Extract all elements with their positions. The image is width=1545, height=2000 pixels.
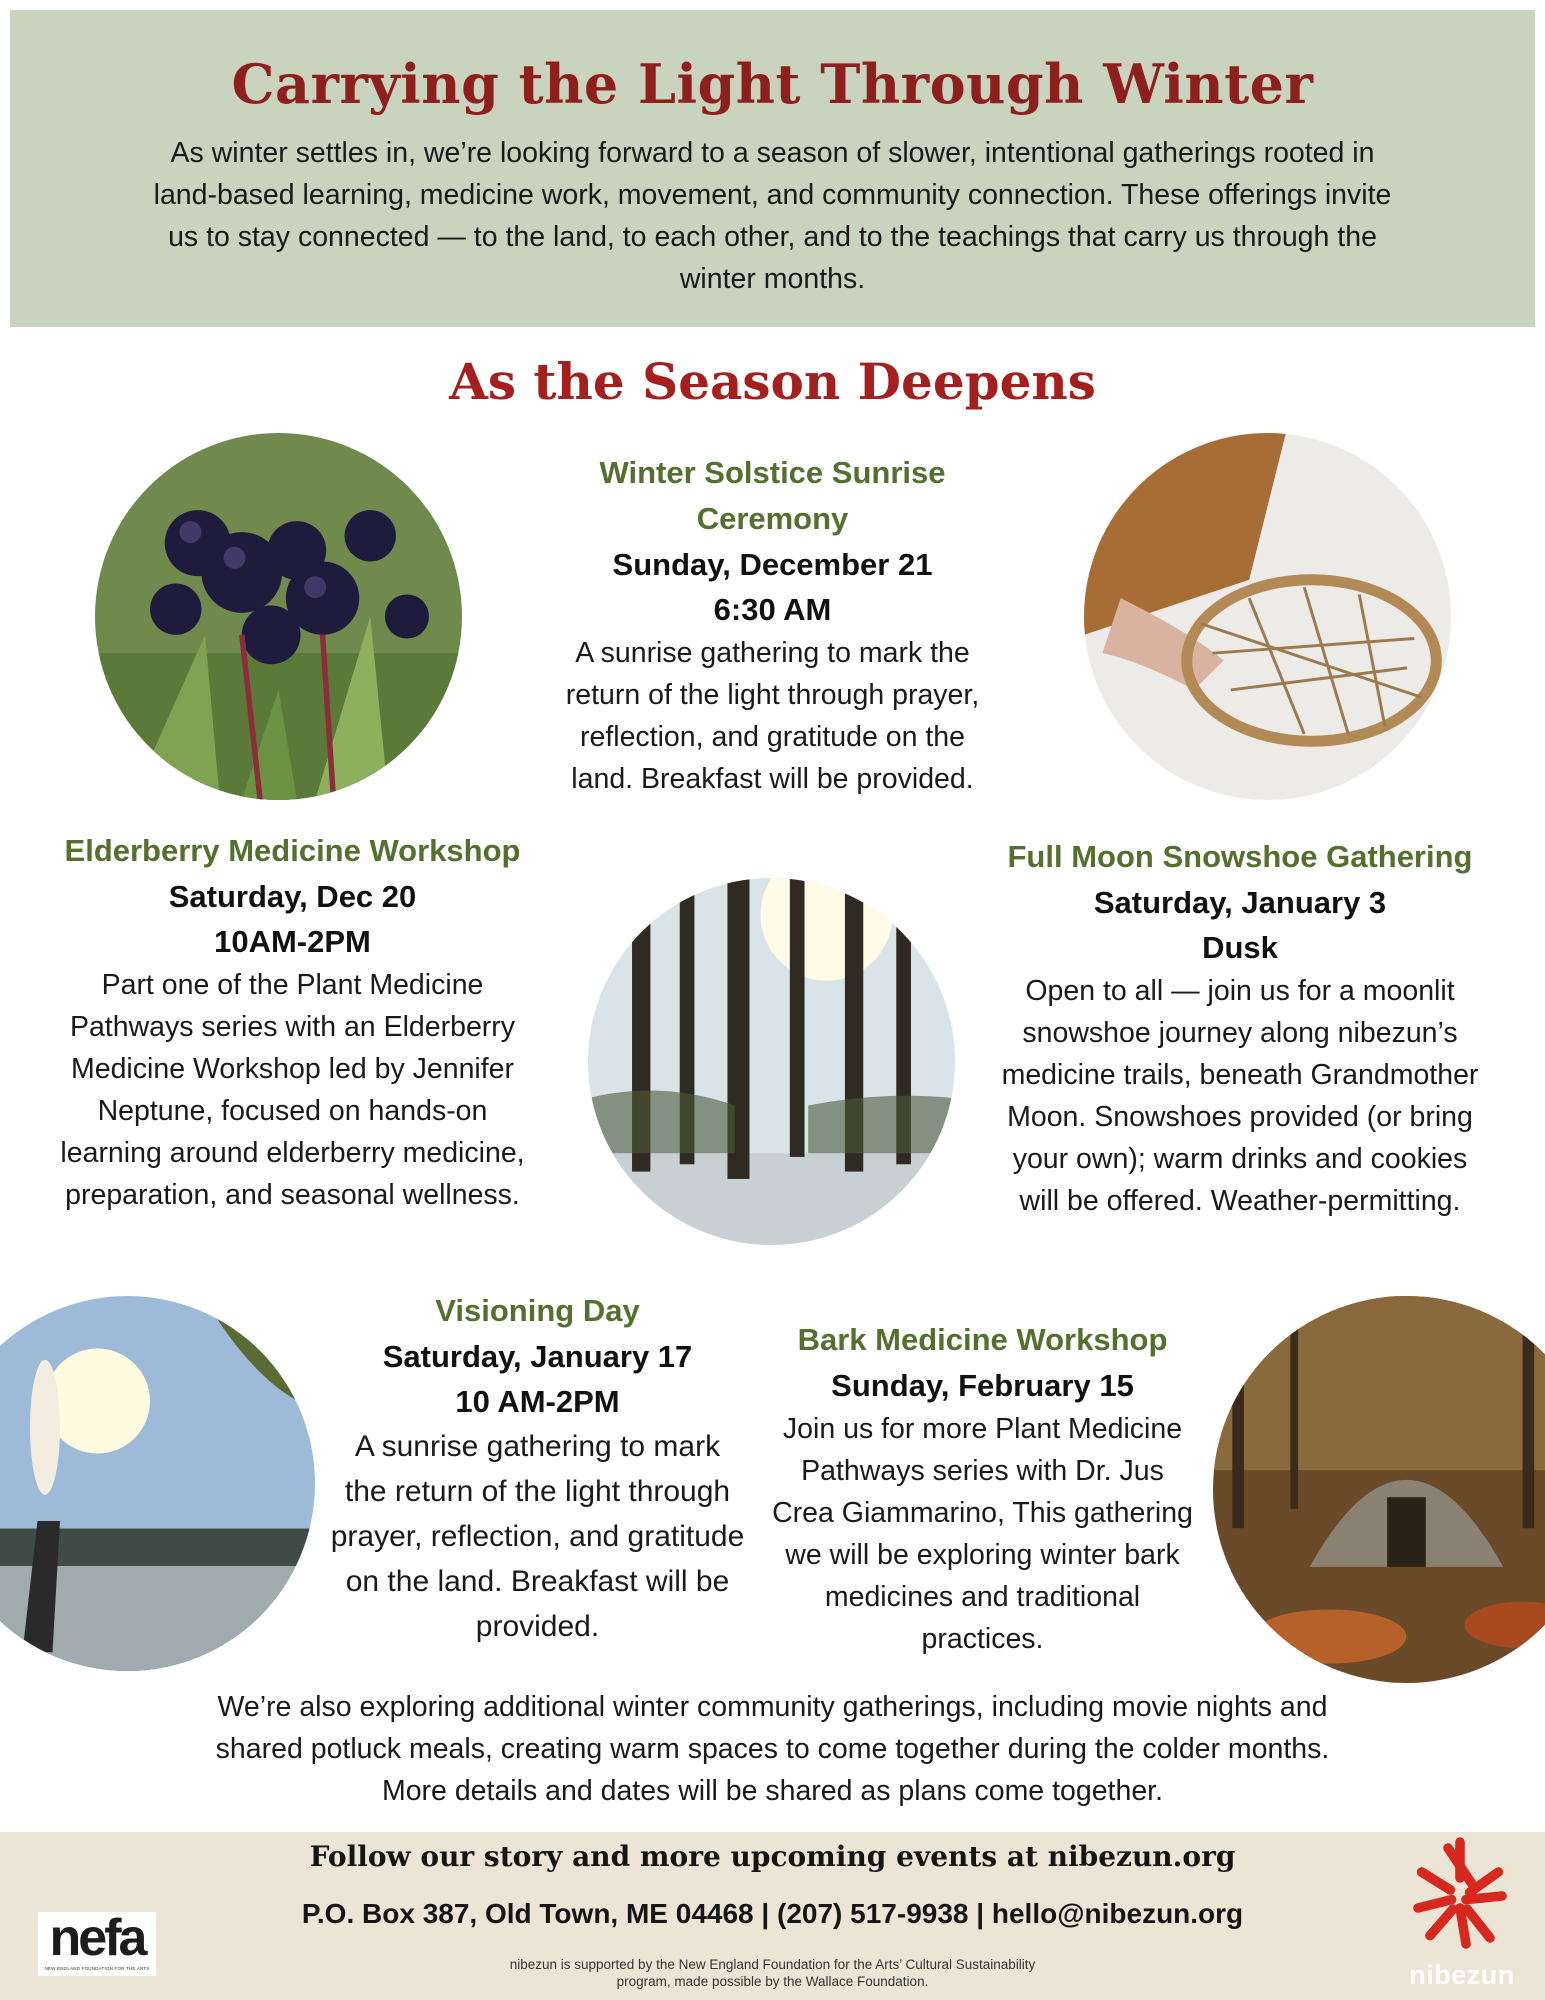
snowshoe-photo — [1084, 433, 1451, 800]
nefa-logo-tagline: NEW ENGLAND FOUNDATION FOR THE ARTS — [44, 1966, 150, 1971]
event-date: Sunday, February 15 — [831, 1368, 1134, 1403]
event-title: Visioning Day — [435, 1293, 640, 1328]
event-description: A sunrise gathering to mark the return of the light through prayer, reflection, and gratitude on the land. Breakfast will be provided. — [330, 1430, 745, 1643]
closing-paragraph: We’re also exploring additional winter community gatherings, including movie nights and shared potluck meals, creating warm spaces to come together during the colder months. More details and dates will be shared as plans come together. — [215, 1691, 1330, 1807]
page-title: Carrying the Light Through Winter — [231, 52, 1314, 116]
event-time: 10AM-2PM — [214, 924, 371, 959]
event-date: Saturday, Dec 20 — [168, 879, 417, 914]
event-description: Open to all — join us for a moonlit snowshoe journey along nibezun’s medicine trails, beneath Grandmother Moon. Snowshoes provided (or bring your own); warm drinks and cookies will be offered. Weather-permitting. — [1001, 975, 1479, 1217]
event-title: Elderberry Medicine Workshop — [64, 833, 521, 868]
event-time: 6:30 AM — [713, 592, 832, 627]
support-line: nibezun is supported by the New England Foundation for the Arts’ Cultural Sustainability — [509, 1957, 1036, 1972]
nefa-logo-text: nefa — [49, 1909, 145, 1967]
event-date: Saturday, January 17 — [382, 1339, 693, 1374]
contact-line[interactable]: P.O. Box 387, Old Town, ME 04468 | (207) 517-9938 | hello@nibezun.org — [301, 1898, 1244, 1929]
event-description: A sunrise gathering to mark the return of the light through prayer, reflection, and gratitude on the land. Breakfast will be provided. — [565, 637, 980, 795]
event-title: Full Moon Snowshoe Gathering — [1007, 839, 1473, 874]
event-title: Winter Solstice Sunrise — [599, 455, 946, 490]
event-description: Part one of the Plant Medicine Pathways series with an Elderberry Medicine Workshop led by Jennifer Neptune, focused on hands-on learning around elderberry medicine, preparation, and seasonal wellness. — [60, 969, 525, 1211]
nibezun-logo-text: nibezun — [1409, 1960, 1515, 1990]
intro-paragraph: As winter settles in, we’re looking forward to a season of slower, intentional gatherings rooted in land-based learning, medicine work, movement, and community connection. These offerings invite us to stay connected — to the land, to each other, and to the teachings that carry us through the winter months. — [153, 137, 1392, 295]
feather-photo — [0, 1296, 315, 1671]
event-visioning — [330, 1288, 745, 1649]
event-solstice — [545, 450, 1000, 800]
event-title: Bark Medicine Workshop — [797, 1322, 1168, 1357]
nibezun-logo-icon — [1400, 1822, 1520, 1982]
event-elderberry — [35, 828, 550, 1216]
follow-line[interactable]: Follow our story and more upcoming events at nibezun.org — [309, 1840, 1236, 1873]
support-note — [0, 1956, 1545, 1990]
event-date: Sunday, December 21 — [612, 547, 933, 582]
elderberry-photo — [95, 433, 462, 800]
event-description: Join us for more Plant Medicine Pathways series with Dr. Jus Crea Giammarino, This gathering we will be exploring winter bark medicines and traditional practices. — [772, 1413, 1193, 1655]
bark-lodge-photo — [1213, 1296, 1545, 1683]
event-snowshoe — [985, 834, 1495, 1222]
event-title: Ceremony — [696, 501, 849, 536]
event-bark — [760, 1317, 1205, 1660]
support-line: program, made possible by the Wallace Foundation. — [616, 1974, 929, 1989]
event-time: 10 AM-2PM — [455, 1384, 620, 1419]
event-time: Dusk — [1202, 930, 1278, 965]
section-title: As the Season Deepens — [449, 352, 1096, 411]
forest-photo — [588, 878, 955, 1245]
event-date: Saturday, January 3 — [1093, 885, 1387, 920]
